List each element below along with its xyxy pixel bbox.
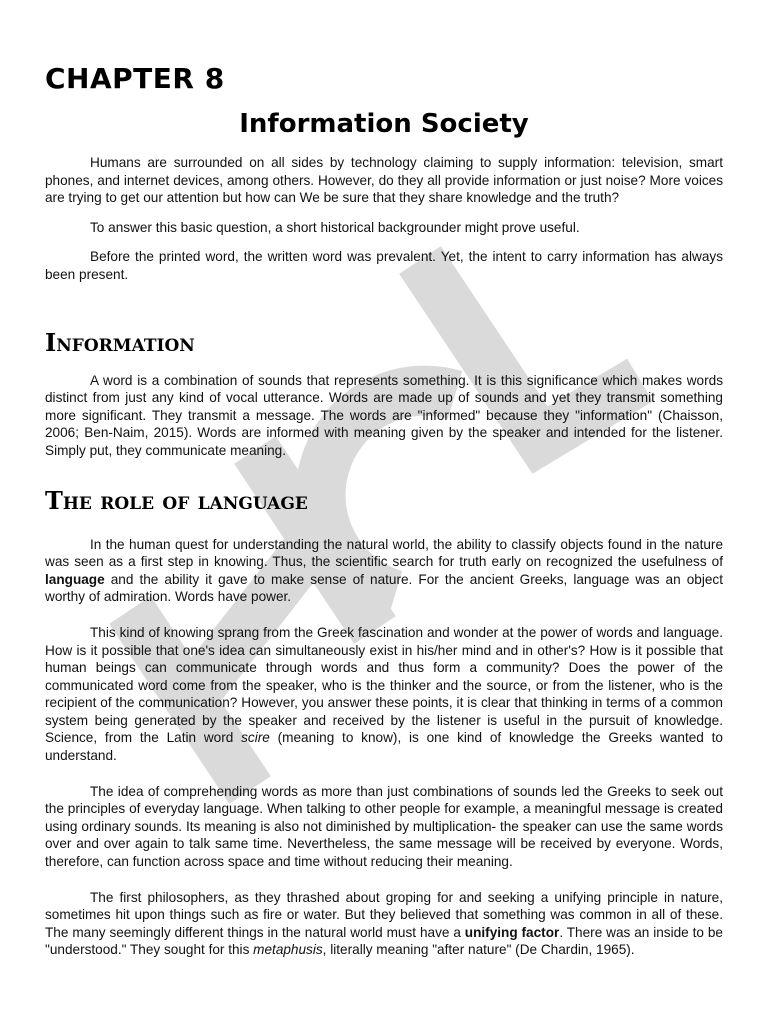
bold-term-language: language: [45, 571, 105, 587]
chapter-label: CHAPTER 8: [45, 62, 225, 95]
section-heading-information: Information: [45, 327, 195, 357]
language-paragraph-3: The idea of comprehending words as more than just combinations of sounds led the Greeks to seek out the principles of everyday language. When talking to other people for example, a meaningful message is created using ordinary sounds. Its meaning is also not diminished by multiplication- the speaker can use the same words over and over again to talk same time. Nevertheless, the same message will be received by everyone. Words, therefore, can function across space and time without reducing their meaning.: [45, 783, 723, 870]
language-paragraph-1: In the human quest for understanding the natural world, the ability to classify objects found in the nature was seen as a first step in knowing. Thus, the scientific search for truth early on recognized the usefulness of language and the ability it gave to make sense of nature. For the ancient Greeks, language was an object worthy of admiration. Words have power.: [45, 536, 723, 605]
chapter-title: Information Society: [239, 109, 529, 139]
bold-term-unifying-factor: unifying factor: [464, 924, 560, 940]
information-paragraph-1: A word is a combination of sounds that represents something. It is this significance which makes words distinct from just any kind of vocal utterance. Words are made up of sounds and yet they transmit something more significant. They transmit a message. The words are "informed" because they "information" (Chaisson, 2006; Ben-Naim, 2015). Words are informed with meaning given by the speaker and intended for the listener. Simply put, they communicate meaning.: [45, 372, 723, 458]
language-paragraph-2: This kind of knowing sprang from the Greek fascination and wonder at the power of words and language. How is it possible that one's idea can simultaneously exist in his/her mind and in other's? How is it possible that human beings can communicate through words and thus form a community? Does the power of the communicated word come from the speaker, who is the thinker and the source, or from the listener, who is the recipient of the communication? However, you answer these points, it is clear that thinking in terms of a common system being generated by the speaker and received by the listener is useful in the pursuit of knowledge. Science, from the Latin word scire (meaning to know), is one kind of knowledge the Greeks wanted to understand.: [45, 624, 723, 764]
section-heading-role-of-language: The role of language: [45, 485, 308, 515]
italic-term-metaphusis: metaphusis: [253, 942, 323, 958]
language-paragraph-4: The first philosophers, as they thrashed about groping for and seeking a unifying principle in nature, sometimes hit upon things such as fire or water. But they believed that something was common in all of these. The many seemingly different things in the natural world must have a unifying factor. There was an inside to be "understood." They sought for this metaphusis, literally meaning "after nature" (De Chardin, 1965).: [45, 889, 723, 958]
intro-paragraph-1: Humans are surrounded on all sides by technology claiming to supply information: television, smart phones, and internet devices, among others. However, do they all provide information or just noise? More voices are trying to get our attention but how can We be sure that they share knowledge and the truth?: [45, 155, 723, 206]
intro-paragraph-3: Before the printed word, the written word was prevalent. Yet, the intent to carry information has always been present.: [45, 249, 723, 282]
italic-term-scire: scire: [241, 730, 270, 746]
intro-paragraph-2: To answer this basic question, a short historical backgrounder might prove useful.: [90, 219, 580, 235]
page-content: [45, 62, 723, 959]
